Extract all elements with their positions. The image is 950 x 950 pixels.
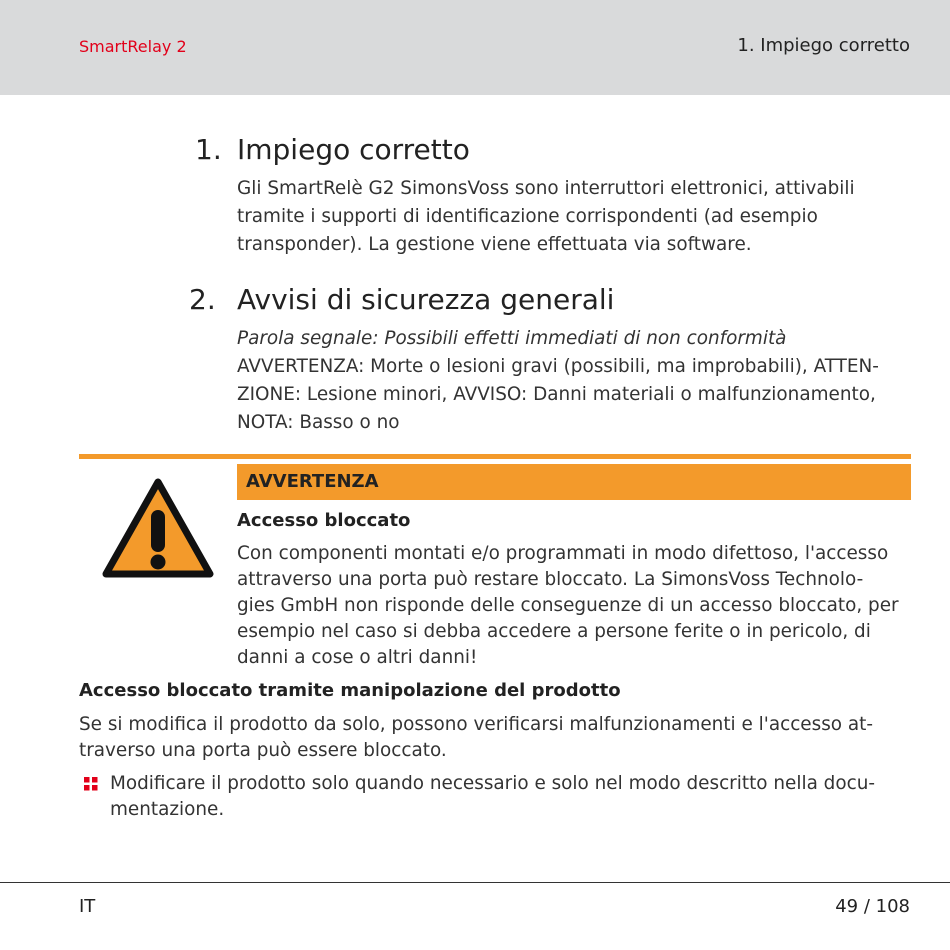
section-number: 1. [195,133,222,166]
grid-bullet-icon [84,776,98,795]
footer-language: IT [79,896,96,917]
page-number: 49 / 108 [835,896,910,917]
warning-body: Con componenti montati e/o programmati in modo difettoso, l'accesso attraverso una porta può restare bloccato. La SimonsVoss Technolo- gies GmbH non risponde delle conseguenze di un accesso bloccato, per esempio nel caso si debba accedere a persone ferite o in pericolo, di danni a cose o altri danni! [237,543,899,668]
warning-banner [237,464,911,500]
signal-word-line: Parola segnale: Possibili effetti immediati di non conformità [237,328,787,349]
page-header [0,0,950,95]
brand-name: SmartRelay 2 [79,37,187,56]
chapter-title: 1. Impiego corretto [737,35,910,56]
warning-heading: Accesso bloccato [237,510,411,531]
manipulation-body: Se si modifica il prodotto da solo, possono verificarsi malfunzionamenti e l'accesso at- traverso una porta può essere bloccato. [79,714,874,761]
section-body: AVVERTENZA: Morte o lesioni gravi (possibili, ma improbabili), ATTEN- ZIONE: Lesione minori, AVVISO: Danni materiali o malfunzionamento, NOTA: Basso o no [237,356,879,433]
footer-divider [0,882,950,883]
warning-top-rule [79,454,911,459]
warning-triangle-icon [100,476,216,584]
manipulation-bullet: Modificare il prodotto solo quando necessario e solo nel modo descritto nella docu- mentazione. [110,773,876,820]
section-body: Gli SmartRelè G2 SimonsVoss sono interruttori elettronici, attivabili tramite i supporti di identificazione corrispondenti (ad esempio transponder). La gestione viene effettuata via software. [237,178,855,255]
section-title: Impiego corretto [237,133,470,166]
warning-label: AVVERTENZA [246,471,379,492]
section-number: 2. [189,283,216,316]
section-title: Avvisi di sicurezza generali [237,283,615,316]
manipulation-heading: Accesso bloccato tramite manipolazione del prodotto [79,680,621,701]
